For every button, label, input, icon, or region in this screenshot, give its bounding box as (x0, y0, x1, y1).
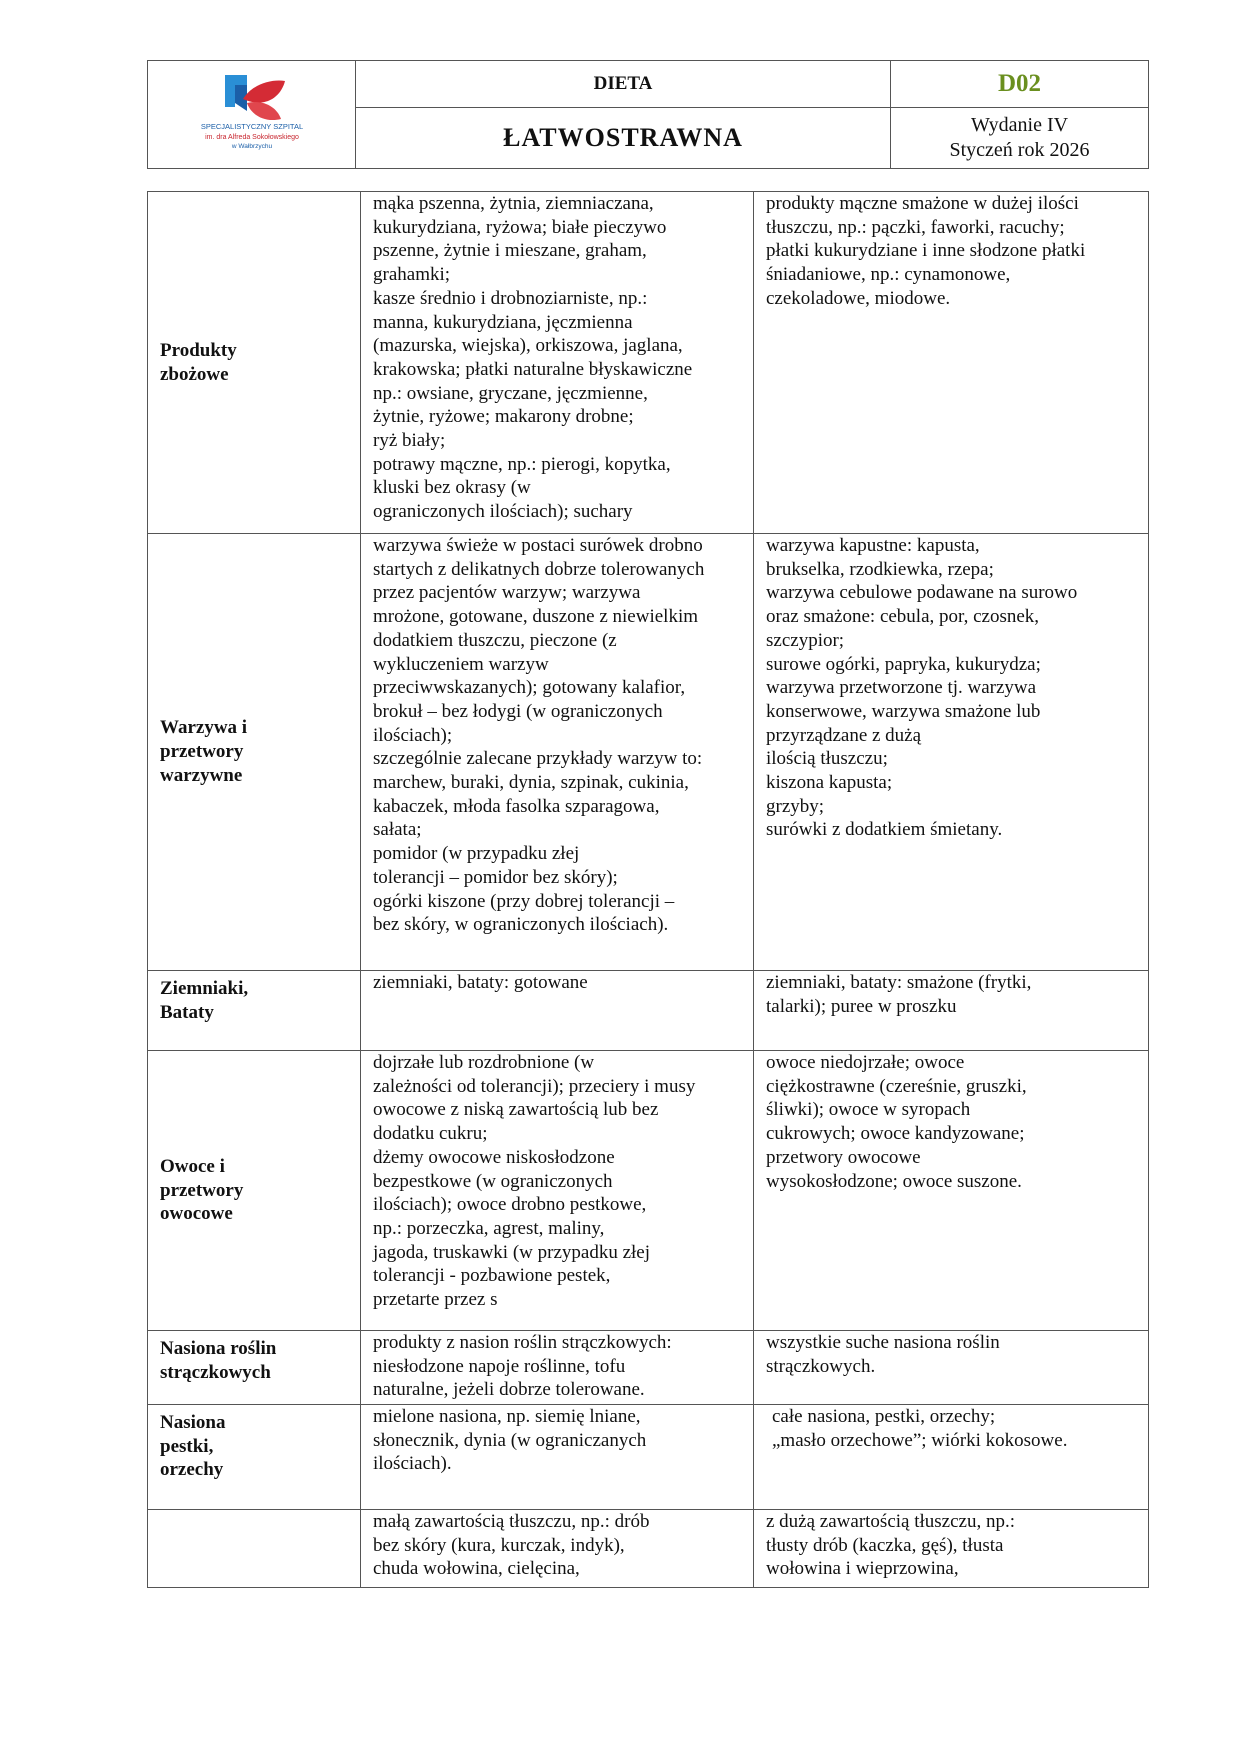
table-row (148, 1405, 1149, 1510)
text-line: pomidor (w przypadku złej (373, 843, 580, 865)
text-line: potrawy mączne, np.: pierogi, kopytka, (373, 453, 671, 475)
text-line: pszenne, żytnie i mieszane, graham, (373, 240, 647, 262)
text-line: mielone nasiona, np. siemię lniane, (373, 1406, 641, 1427)
text-line: np.: porzeczka, agrest, maliny, (373, 1217, 605, 1239)
text-line: kluski bez okrasy (w (373, 477, 531, 499)
recommended-cell (361, 1331, 754, 1405)
text-line: tłusty drób (kaczka, gęś), tłusta (766, 1534, 1004, 1556)
recommended-cell (361, 534, 754, 971)
category-line: strączkowych (160, 1361, 271, 1383)
not-recommended-cell (754, 1051, 1149, 1331)
category-line: zbożowe (160, 363, 229, 385)
text-line: owoce niedojrzałe; owoce (766, 1052, 965, 1073)
text-line: warzywa przetworzone tj. warzywa (766, 677, 1037, 699)
hospital-logo (177, 69, 327, 161)
category-line: owocowe (160, 1203, 233, 1225)
table-row (148, 534, 1149, 971)
text-line: warzywa cebulowe podawane na surowo (766, 582, 1078, 604)
category-line: Nasiona roślin (160, 1338, 277, 1359)
text-line: naturalne, jeżeli dobrze tolerowane. (373, 1379, 645, 1401)
table-row (148, 1051, 1149, 1331)
text-line: owocowe z niską zawartością lub bez (373, 1099, 659, 1121)
text-line: brukselka, rzodkiewka, rzepa; (766, 558, 994, 580)
text-line: chuda wołowina, cielęcina, (373, 1558, 580, 1580)
text-line: szczególnie zalecane przykłady warzyw to: (373, 748, 703, 770)
table-row (148, 1510, 1149, 1588)
diet-table (147, 191, 1149, 1588)
text-line: warzywa świeże w postaci surówek drobno (373, 535, 703, 556)
text-line: śliwki); owoce w syropach (766, 1099, 971, 1121)
category-line: Owoce i (160, 1155, 225, 1177)
text-line: mrożone, gotowane, duszone z niewielkim (373, 606, 699, 628)
text-line: ziemniaki, bataty: smażone (frytki, (766, 972, 1032, 993)
text-line: ilościach); owoce drobno pestkowe, (373, 1194, 647, 1216)
category-line: Warzywa i (160, 717, 248, 739)
text-line: dojrzałe lub rozdrobnione (w (373, 1052, 595, 1073)
edition-date: Styczeń rok 2026 (949, 139, 1090, 161)
text-line: jagoda, truskawki (w przypadku złej (373, 1241, 650, 1263)
text-line: kasze średnio i drobnoziarniste, np.: (373, 287, 648, 309)
category-line: przetwory (160, 1179, 244, 1201)
category-cell (148, 192, 361, 534)
document-header (147, 60, 1149, 169)
table-row (148, 971, 1149, 1051)
not-recommended-cell (754, 1405, 1149, 1510)
category-cell (148, 971, 361, 1051)
text-line: śniadaniowe, np.: cynamonowe, (766, 264, 1011, 286)
not-recommended-cell (754, 1331, 1149, 1405)
text-line: warzywa kapustne: kapusta, (766, 535, 980, 556)
not-recommended-cell (754, 192, 1149, 534)
text-line: słonecznik, dynia (w ograniczanych (373, 1429, 647, 1451)
text-line: grzyby; (766, 795, 825, 817)
text-line: kiszona kapusta; (766, 772, 893, 794)
text-line: kabaczek, młoda fasolka szparagowa, (373, 795, 660, 817)
recommended-cell (361, 1510, 754, 1588)
text-line: zależności od tolerancji); przeciery i musy (373, 1075, 696, 1097)
category-line: pestki, (160, 1435, 214, 1457)
text-line: całe nasiona, pestki, orzechy; (772, 1406, 996, 1427)
category-cell (148, 1405, 361, 1510)
not-recommended-cell (754, 971, 1149, 1051)
text-line: żytnie, ryżowe; makarony drobne; (373, 406, 634, 428)
document-code: D02 (891, 61, 1149, 108)
category-line: warzywne (160, 764, 243, 786)
text-line: mąka pszenna, żytnia, ziemniaczana, (373, 193, 654, 214)
text-line: przetarte przez s (373, 1289, 498, 1311)
category-cell (148, 534, 361, 971)
text-line: (mazurska, wiejska), orkiszowa, jaglana, (373, 335, 683, 357)
recommended-cell (361, 971, 754, 1051)
category-line: Ziemniaki, (160, 978, 249, 999)
not-recommended-cell (754, 1510, 1149, 1588)
text-line: marchew, buraki, dynia, szpinak, cukinia, (373, 772, 689, 794)
diet-label: DIETA (356, 61, 891, 108)
category-cell (148, 1051, 361, 1331)
text-line: przyrządzane z dużą (766, 724, 922, 746)
text-line: ogórki kiszone (przy dobrej tolerancji – (373, 890, 675, 912)
category-line: Produkty (160, 339, 237, 361)
diet-name: ŁATWOSTRAWNA (356, 108, 891, 169)
text-line: szczypior; (766, 629, 845, 651)
recommended-cell (361, 1051, 754, 1331)
text-line: krakowska; płatki naturalne błyskawiczne (373, 358, 693, 380)
text-line: przeciwwskazanych); gotowany kalafior, (373, 677, 686, 699)
text-line: czekoladowe, miodowe. (766, 287, 951, 309)
text-line: surowe ogórki, papryka, kukurydza; (766, 653, 1041, 675)
text-line: talarki); puree w proszku (766, 995, 957, 1017)
text-line: ziemniaki, bataty: gotowane (373, 972, 588, 993)
text-line: ilością tłuszczu; (766, 748, 888, 770)
text-line: np.: owsiane, gryczane, jęczmienne, (373, 382, 648, 404)
text-line: manna, kukurydziana, jęczmienna (373, 311, 633, 333)
table-row (148, 1331, 1149, 1405)
category-line: Nasiona (160, 1412, 226, 1433)
text-line: kukurydziana, ryżowa; białe pieczywo (373, 216, 667, 238)
category-line: Bataty (160, 1001, 214, 1023)
text-line: produkty mączne smażone w dużej ilości (766, 193, 1079, 214)
text-line: dodatku cukru; (373, 1123, 488, 1145)
text-line: grahamki; (373, 264, 451, 286)
recommended-cell (361, 192, 754, 534)
text-line: oraz smażone: cebula, por, czosnek, (766, 606, 1040, 628)
recommended-cell (361, 1405, 754, 1510)
logo-line-3: w Wałbrzychu (231, 142, 272, 150)
text-line: przetwory owocowe (766, 1146, 921, 1168)
text-line: startych z delikatnych dobrze tolerowanych (373, 558, 705, 580)
text-line: „masło orzechowe”; wiórki kokosowe. (772, 1429, 1068, 1451)
text-line: ilościach); (373, 724, 453, 746)
logo-cell (148, 61, 356, 169)
text-line: bezpestkowe (w ograniczonych (373, 1170, 613, 1192)
text-line: ryż biały; (373, 430, 446, 452)
text-line: surówki z dodatkiem śmietany. (766, 819, 1003, 841)
category-cell (148, 1331, 361, 1405)
text-line: małą zawartością tłuszczu, np.: drób (373, 1511, 650, 1532)
text-line: wysokosłodzone; owoce suszone. (766, 1170, 1022, 1192)
text-line: sałata; (373, 819, 422, 841)
text-line: dżemy owocowe niskosłodzone (373, 1146, 615, 1168)
text-line: cukrowych; owoce kandyzowane; (766, 1123, 1025, 1145)
text-line: ilościach). (373, 1453, 452, 1475)
text-line: bez skóry, w ograniczonych ilościach). (373, 914, 669, 936)
text-line: tolerancji – pomidor bez skóry); (373, 866, 618, 888)
edition-text: Wydanie IV (970, 114, 1069, 136)
text-line: niesłodzone napoje roślinne, tofu (373, 1355, 626, 1377)
text-line: wykluczeniem warzyw (373, 653, 549, 675)
text-line: tolerancji - pozbawione pestek, (373, 1265, 611, 1287)
text-line: tłuszczu, np.: pączki, faworki, racuchy; (766, 216, 1065, 238)
logo-line-2: im. dra Alfreda Sokołowskiego (204, 133, 299, 141)
text-line: strączkowych. (766, 1355, 876, 1377)
text-line: ograniczonych ilościach); suchary (373, 501, 633, 523)
category-line: orzechy (160, 1459, 224, 1481)
text-line: wołowina i wieprzowina, (766, 1558, 959, 1580)
text-line: brokuł – bez łodygi (w ograniczonych (373, 700, 663, 722)
logo-line-1: SPECJALISTYCZNY SZPITAL (200, 121, 303, 131)
text-line: produkty z nasion roślin strączkowych: (373, 1332, 672, 1353)
category-cell (148, 1510, 361, 1588)
category-line: przetwory (160, 741, 244, 763)
not-recommended-cell (754, 534, 1149, 971)
text-line: ciężkostrawne (czereśnie, gruszki, (766, 1075, 1027, 1097)
table-row (148, 192, 1149, 534)
text-line: z dużą zawartością tłuszczu, np.: (766, 1511, 1015, 1532)
text-line: wszystkie suche nasiona roślin (766, 1332, 1000, 1353)
text-line: przez pacjentów warzyw; warzywa (373, 582, 641, 604)
edition-cell (891, 108, 1149, 169)
text-line: bez skóry (kura, kurczak, indyk), (373, 1534, 625, 1556)
text-line: konserwowe, warzywa smażone lub (766, 700, 1041, 722)
text-line: dodatkiem tłuszczu, pieczone (z (373, 629, 617, 651)
text-line: płatki kukurydziane i inne słodzone płatki (766, 240, 1086, 262)
